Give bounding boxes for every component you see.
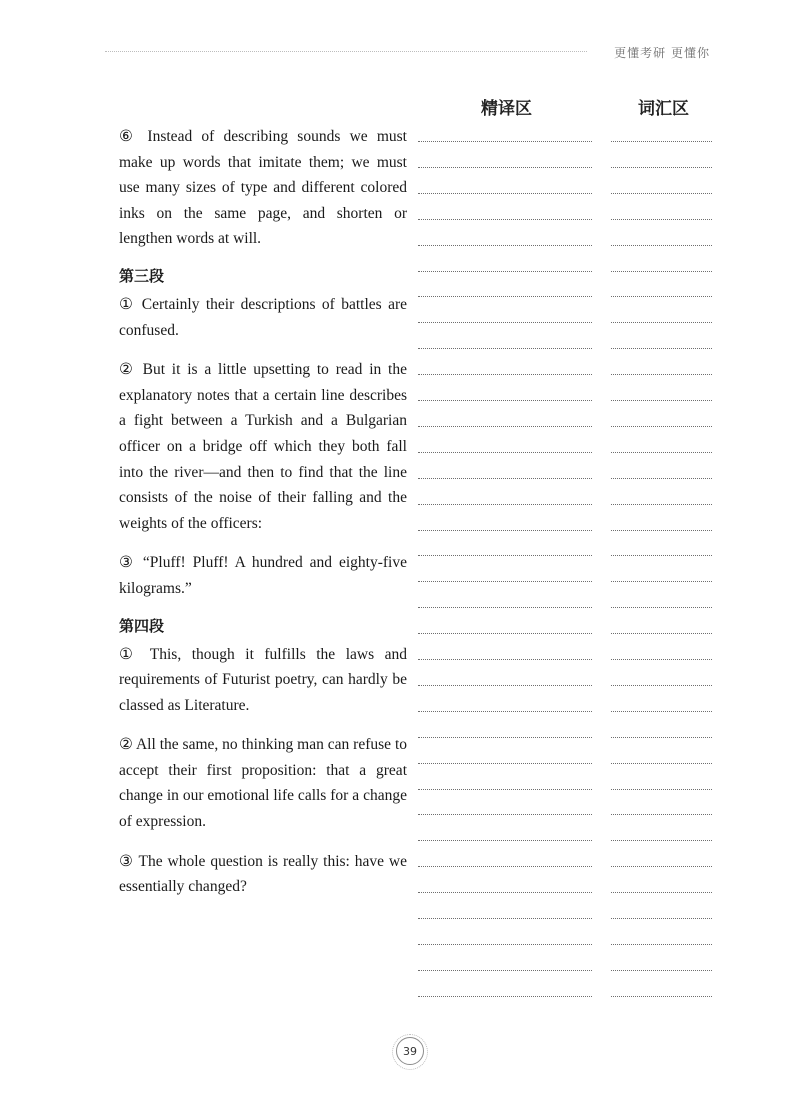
writing-line bbox=[418, 685, 592, 686]
writing-line bbox=[418, 530, 592, 531]
paragraph-4-title: 第四段 bbox=[119, 616, 165, 635]
writing-line bbox=[418, 814, 592, 815]
writing-line bbox=[611, 711, 712, 712]
writing-line bbox=[611, 789, 712, 790]
sentence-p4-1: ① This, though it fulfills the laws and requirements of Futurist poetry, can hardly be classed as Literature. bbox=[119, 645, 407, 714]
writing-line bbox=[418, 996, 592, 997]
writing-line bbox=[611, 763, 712, 764]
writing-line bbox=[418, 866, 592, 867]
writing-line bbox=[611, 219, 712, 220]
writing-line bbox=[611, 504, 712, 505]
writing-line bbox=[418, 322, 592, 323]
writing-line bbox=[611, 348, 712, 349]
writing-line bbox=[611, 814, 712, 815]
writing-line bbox=[418, 607, 592, 608]
header-rule bbox=[105, 51, 587, 52]
writing-line bbox=[611, 581, 712, 582]
sentence-p3-2: ② But it is a little upsetting to read in the explanatory notes that a certain line describes a fight between a Turkish and a Bulgarian officer on a bridge off which they both fall into the river—and then to find that the line consists of the noise of their falling and the weights of the officers: bbox=[119, 361, 407, 532]
writing-line bbox=[418, 452, 592, 453]
writing-line bbox=[611, 193, 712, 194]
writing-line bbox=[418, 141, 592, 142]
writing-line bbox=[611, 374, 712, 375]
writing-line bbox=[611, 426, 712, 427]
writing-line bbox=[611, 840, 712, 841]
writing-line bbox=[418, 944, 592, 945]
writing-line bbox=[418, 478, 592, 479]
sentence-p4-2: ② All the same, no thinking man can refuse to accept their first proposition: that a great change in our emotional life calls for a change of expression. bbox=[119, 736, 407, 831]
writing-line bbox=[418, 271, 592, 272]
writing-line bbox=[418, 504, 592, 505]
writing-line bbox=[418, 348, 592, 349]
writing-line bbox=[418, 581, 592, 582]
writing-line bbox=[418, 400, 592, 401]
writing-line bbox=[418, 711, 592, 712]
writing-line bbox=[611, 659, 712, 660]
writing-line bbox=[611, 478, 712, 479]
writing-line bbox=[418, 633, 592, 634]
writing-line bbox=[611, 322, 712, 323]
writing-line bbox=[418, 659, 592, 660]
writing-line bbox=[611, 141, 712, 142]
writing-line bbox=[418, 167, 592, 168]
writing-line bbox=[611, 996, 712, 997]
translation-column-title: 精译区 bbox=[481, 99, 532, 119]
writing-line bbox=[611, 607, 712, 608]
writing-line bbox=[418, 737, 592, 738]
writing-line bbox=[418, 918, 592, 919]
writing-line bbox=[611, 271, 712, 272]
paragraph-3-title: 第三段 bbox=[119, 266, 165, 285]
writing-line bbox=[418, 763, 592, 764]
page-number: 39 bbox=[396, 1037, 424, 1065]
writing-line bbox=[611, 452, 712, 453]
passage-text bbox=[119, 124, 407, 914]
writing-line bbox=[418, 789, 592, 790]
writing-line bbox=[611, 633, 712, 634]
writing-line bbox=[611, 944, 712, 945]
writing-line bbox=[418, 219, 592, 220]
writing-line bbox=[611, 167, 712, 168]
writing-line bbox=[418, 245, 592, 246]
vocabulary-column-title: 词汇区 bbox=[638, 99, 689, 119]
writing-line bbox=[418, 892, 592, 893]
writing-line bbox=[418, 193, 592, 194]
writing-line bbox=[611, 245, 712, 246]
writing-line bbox=[418, 555, 592, 556]
sentence-p3-1: ① Certainly their descriptions of battles are confused. bbox=[119, 295, 407, 339]
writing-line bbox=[418, 970, 592, 971]
writing-line bbox=[611, 530, 712, 531]
writing-line bbox=[611, 892, 712, 893]
writing-line bbox=[611, 555, 712, 556]
writing-line bbox=[611, 296, 712, 297]
writing-line bbox=[418, 374, 592, 375]
writing-line bbox=[611, 737, 712, 738]
writing-line bbox=[611, 866, 712, 867]
writing-line bbox=[418, 426, 592, 427]
writing-line bbox=[611, 918, 712, 919]
header-slogan: 更懂考研 更懂你 bbox=[614, 46, 710, 60]
sentence-p4-3: ③ The whole question is really this: have we essentially changed? bbox=[119, 852, 407, 896]
sentence-p3-3: ③ “Pluff! Pluff! A hundred and eighty-five kilograms.” bbox=[119, 554, 407, 597]
writing-line bbox=[611, 970, 712, 971]
writing-line bbox=[611, 685, 712, 686]
sentence-p2-6: ⑥ Instead of describing sounds we must make up words that imitate them; we must use many sizes of type and different colored inks on the same page, and shorten or lengthen words at will. bbox=[119, 128, 407, 248]
writing-line bbox=[418, 840, 592, 841]
writing-line bbox=[418, 296, 592, 297]
writing-line bbox=[611, 400, 712, 401]
